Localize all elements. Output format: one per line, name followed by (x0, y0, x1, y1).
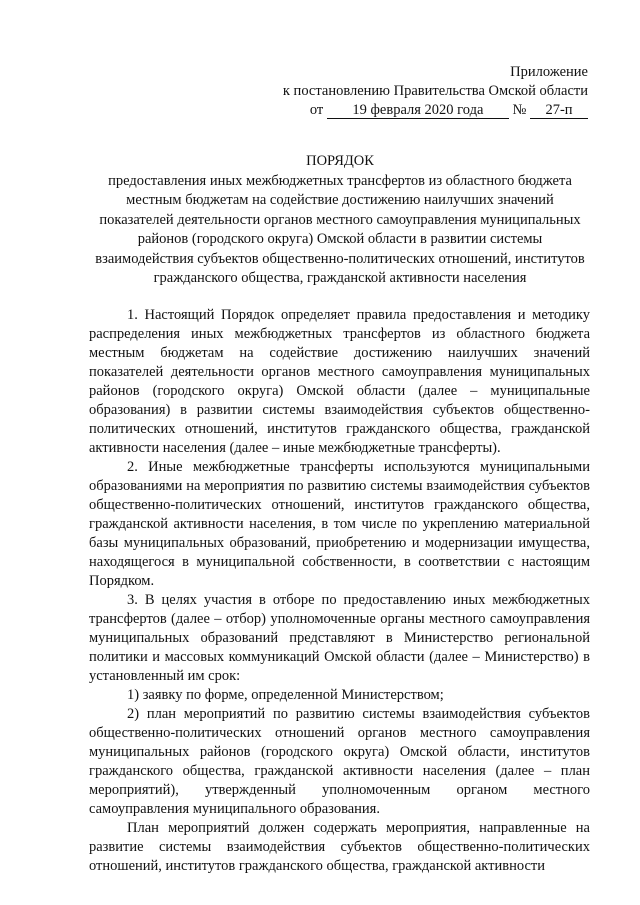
paragraph-2: 2. Иные межбюджетные трансферты используются муниципальными образованиями на мероприятия по развитию системы взаимодействия субъектов общественно-политических отношений, институтов гражданского общества, гражданской активности населения, в том числе по укреплению материальной базы муниципальных образований, приобретению и модернизации имущества, находящегося в муниципальной собственности, в соответствии с настоящим Порядком. (89, 459, 590, 589)
document-subtitle: предоставления иных межбюджетных трансфертов из областного бюджета местным бюджетам на содействие достижению наилучших значений показателей деятельности органов местного самоуправления муниципальных районов (городского округа) Омской области в развитии системы взаимодействия субъектов общественно-политических отношений, институтов гражданского общества, гражданской активности населения (95, 172, 585, 286)
document-title-block (80, 152, 600, 289)
from-label: от (309, 102, 324, 118)
decree-reference: к постановлению Правительства Омской области (282, 83, 588, 99)
appendix-label: Приложение (510, 64, 588, 80)
decree-number: 27-п (530, 102, 588, 119)
paragraph-plan: План мероприятий должен содержать мероприятия, направленные на развитие системы взаимодействия субъектов общественно-политических отношений, институтов гражданского общества, гражданской активности (89, 820, 590, 874)
number-label: № (512, 102, 527, 118)
list-item-2: 2) план мероприятий по развитию системы взаимодействия субъектов общественно-политических отношений органов местного самоуправления муниципальных районов (городского округа) Омской области, институтов гражданского общества, гражданской активности населения (далее – план мероприятий), утвержденный уполномоченным органом местного самоуправления муниципального образования. (89, 706, 590, 817)
list-item-1: 1) заявку по форме, определенной Министерством; (127, 687, 444, 703)
document-title: ПОРЯДОК (306, 153, 374, 169)
decree-date-number (283, 101, 588, 120)
decree-date: 19 февраля 2020 года (327, 102, 509, 119)
paragraph-3: 3. В целях участия в отборе по предоставлению иных межбюджетных трансфертов (далее – отбор) уполномоченные органы местного самоуправления муниципальных образований представляют в Министерство региональной политики и массовых коммуникаций Омской области (далее – Министерство) в установленный им срок: (89, 592, 590, 684)
approval-block (283, 63, 588, 120)
document-body (89, 306, 590, 876)
paragraph-1: 1. Настоящий Порядок определяет правила предоставления и методику распределения иных межбюджетных трансфертов из областного бюджета местным бюджетам на содействие достижению наилучших значений показателей деятельности органов местного самоуправления муниципальных районов (городского округа) Омской области (далее – муниципальные образования) в развитии системы взаимодействия субъектов общественно-политических отношений, институтов гражданского общества, гражданской активности населения (далее – иные межбюджетные трансферты). (89, 307, 590, 456)
